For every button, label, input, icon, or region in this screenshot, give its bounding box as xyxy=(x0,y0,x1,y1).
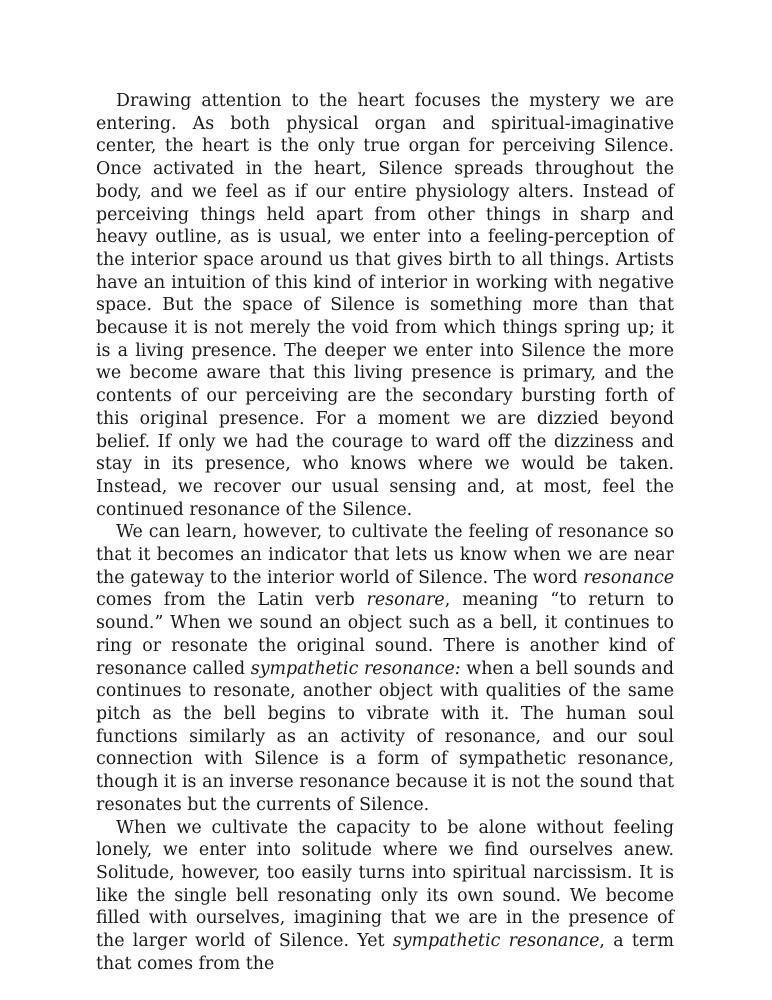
italic-term-resonance: resonance xyxy=(583,567,674,588)
text-segment: when a bell sounds and continues to resonate, another object with qualities of the same pitch as the bell begins to vibrate with it. The human soul functions similarly as an activity of resonance, and our soul connection with Silence is a form of sympathetic resonance, though it is an inverse resonance because it is not the sound that resonates but the currents of Silence. xyxy=(96,658,675,815)
page-body xyxy=(96,90,674,975)
text-segment: When we cultivate the capacity to be alone without feeling lonely, we enter into solitude where we find ourselves anew. Solitude, however, too easily turns into spiritual narcissism. It is like the single bell resonating only its own sound. We become filled with ourselves, imagining that we are in the presence of the larger world of Silence. Yet xyxy=(96,817,674,952)
paragraph-2 xyxy=(96,521,674,816)
text-segment: , a term that comes from the xyxy=(96,931,674,974)
text-segment: We can learn, however, to cultivate the feeling of resonance so that it becomes an indicator that lets us know when we are near the gateway to the interior world of Silence. The word xyxy=(96,522,674,588)
text-segment: Drawing attention to the heart focuses the mystery we are entering. As both physical organ and spiritual-imaginative center, the heart is the only true organ for perceiving Silence. Once activated in the heart, Silence spreads throughout the body, and we feel as if our entire physiology alters. Instead of perceiving things held apart from other things in sharp and heavy outline, as is usual, we enter into a feeling-perception of the interior space around us that gives birth to all things. Artists have an intuition of this kind of interior in working with negative space. But the space of Silence is something more than that because it is not merely the void from which things spring up; it is a living presence. The deeper we enter into Silence the more we become aware that this living presence is primary, and the contents of our perceiving are the secondary bursting forth of this original presence. For a moment we are dizzied beyond belief. If only we had the courage to ward off the dizziness and stay in its presence, who knows where we would be taken. Instead, we recover our usual sensing and, at most, feel the continued resonance of the Silence. xyxy=(96,91,674,520)
italic-term-resonare: resonare xyxy=(366,590,445,611)
text-segment: comes from the Latin verb xyxy=(96,590,367,611)
italic-term-sympathetic-resonance: sympathetic resonance: xyxy=(250,658,461,679)
paragraph-1 xyxy=(96,90,674,521)
text-segment: , meaning “to return to sound.” When we sound an object such as a bell, it continues to ring or resonate the original sound. There is another kind of resonance called xyxy=(96,590,674,679)
italic-term-sympathetic-resonance: sympathetic resonance xyxy=(392,931,600,952)
paragraph-3 xyxy=(96,817,674,976)
